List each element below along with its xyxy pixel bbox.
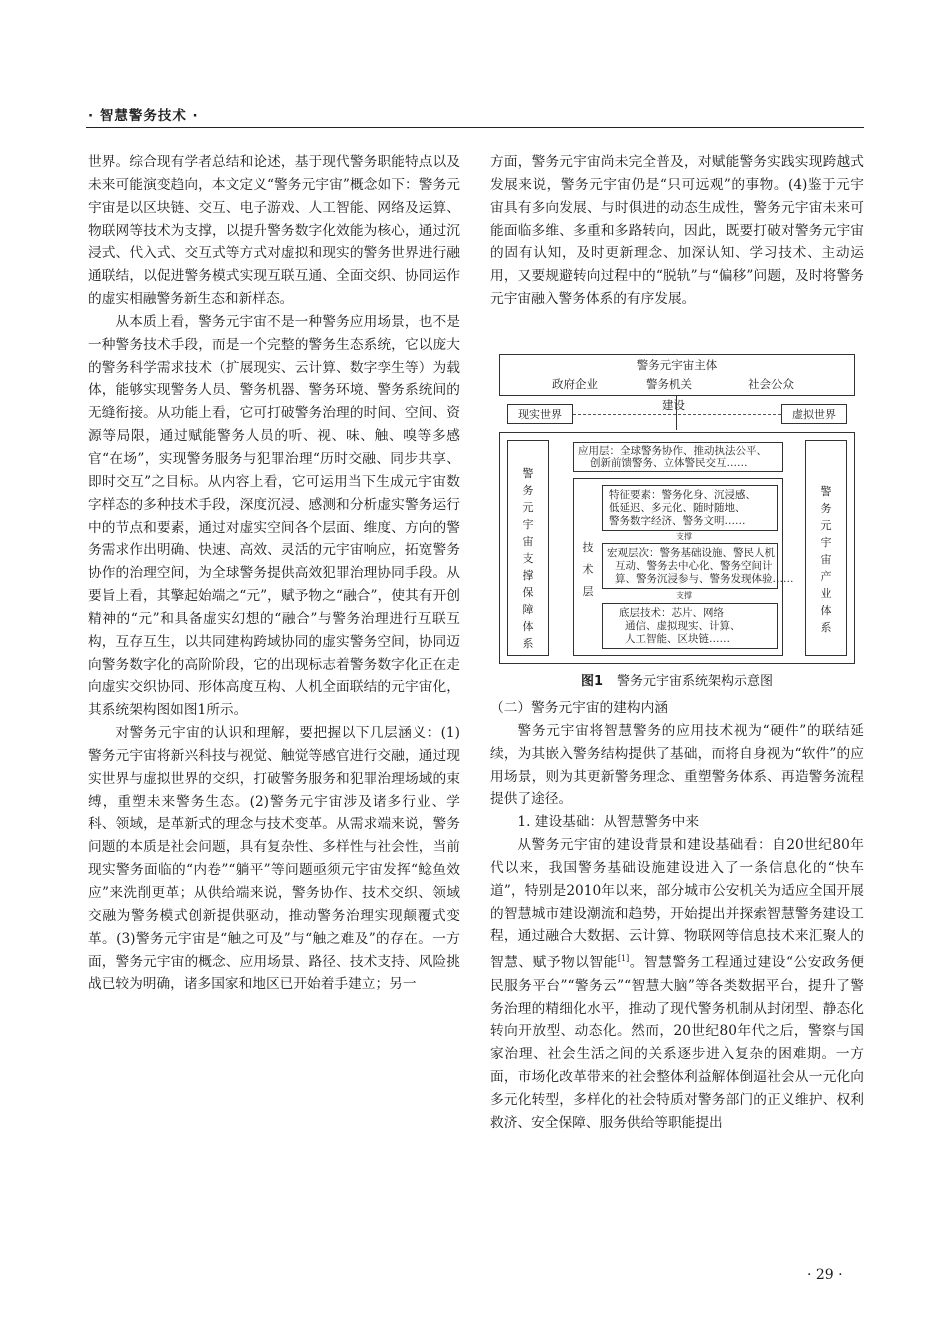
support-system-box: [507, 440, 549, 656]
section-heading: （二）警务元宇宙的建构内涵: [490, 700, 668, 716]
subject-government: 政府企业: [552, 377, 598, 391]
base-line2: 通信、虚拟现实、计算、: [625, 620, 741, 632]
virtual-world-box: [781, 404, 847, 424]
paragraph: [490, 834, 864, 1135]
macro-line2: 互动、警务去中心化、警务空间计: [615, 560, 773, 572]
paragraph-part: 。智慧警务工程通过建设“公安政务便民服务平台”“警务云”“智慧大脑”等各类数据平台，提升了警务治理的精细化水平，推动了现代警务机制从封闭型、静态化转向开放型、动态化。然而，20世纪80年代之后，警察与国家治理、社会生活之间的关系逐步进入复杂的困难期。一方面，市场化改革带来的社会整体利益解体倒逼社会从一元化向多元化转型，多样化的社会特质对警务部门的正义维护、权利救济、安全保障、服务供给等职能提出: [490, 954, 864, 1131]
real-world-label: 现实世界: [518, 408, 562, 421]
base-line3: 人工智能、区块链……: [625, 633, 730, 645]
application-layer-box: [573, 442, 783, 472]
technology-layer-label: 技术层: [582, 541, 594, 598]
running-header: · 智慧警务技术 ·: [88, 108, 199, 124]
paragraph-part: 从警务元宇宙的建设背景和建设基础看：自20世纪80年代以来，我国警务基础设施建设进入了一条信息化的“快车道”，特别是2010年以来，部分城市公安机关为适应全国开展的智慧城市建设潮流和趋势，开始提出并探索智慧警务建设工程，通过融合大数据、云计算、物联网等信息技术来汇聚人的智慧、赋予物以智能: [490, 837, 864, 971]
left-column: [88, 151, 460, 996]
figure-label: 图1: [580, 674, 604, 689]
base-line1: 底层技术：芯片、网络: [619, 607, 724, 619]
feature-line1: 特征要素：警务化身、沉浸感、: [609, 489, 756, 501]
subject-public: 社会公众: [748, 377, 794, 391]
application-layer-line1: 应用层：全球警务协作、推动执法公平、: [578, 445, 767, 457]
paragraph: 世界。综合现有学者总结和论述，基于现代警务职能特点以及未来可能演变趋向，本文定义“警务元宇宙”概念如下：警务元宇宙是以区块链、交互、电子游戏、人工智能、网络及运算、物联网等技术为支撑，以提升警务数字化效能为核心，通过沉浸式、代入式、交互式等方式对虚拟和现实的警务世界进行融通联结，以促进警务模式实现互联互通、全面交织、协同运作的虚实相融警务新生态和新样态。: [88, 154, 460, 308]
paragraph: 从本质上看，警务元宇宙不是一种警务应用场景，也不是一种警务技术手段，而是一个完整的警务生态系统，它以庞大的警务科学需求技术（扩展现实、云计算、数字孪生等）为载体，能够实现警务人员、警务机器、警务环境、警务系统间的无缝衔接。从功能上看，它可打破警务治理的时间、空间、资源等局限，通过赋能警务人员的听、视、味、触、嗅等多感官“在场”，实现警务服务与犯罪治理“历时交融、同步共享、即时交互”之目标。从内容上看，它可运用当下生成元宇宙数字样态的多种技术手段，深度沉浸、感测和分析虚实警务运行中的节点和要素，通过对虚实空间各个层面、维度、方向的警务需求作出明确、快速、高效、灵活的元宇宙响应，拓宽警务协作的治理空间，为全球警务提供高效犯罪治理协同手段。从要旨上看，其擎起始端之“元”，赋予物之“融合”，使其有开创精神的“元”和具备虚实幻想的“融合”与警务治理进行互联互构，互存互生，以共同建构跨域协同的虚实警务空间，协同迈向警务数字化的高阶阶段，它的出现标志着警务数字化正在走向虚实交织协同、形体高度互构、人机全面联结的元宇宙化，其系统架构图如图1所示。: [88, 313, 460, 719]
subsection-heading: 1. 建设基础：从智慧警务中来: [517, 814, 700, 831]
build-label: 建设: [662, 398, 685, 412]
support-arrow-1: 支撑: [676, 532, 692, 541]
industry-system-label: 警务元宇宙产业体系: [820, 485, 832, 634]
feature-line2: 低延迟、多元化、随时随地、: [609, 502, 746, 514]
application-layer-line2: 创新前馈警务、立体警民交互……: [590, 457, 748, 469]
right-column-lower: [490, 697, 864, 1135]
citation[interactable]: [1]: [617, 954, 630, 964]
macro-level-box: [602, 543, 794, 589]
header-rule: [86, 127, 864, 128]
subject-title: 警务元宇宙主体: [636, 358, 718, 372]
macro-line1: 宏观层次：警务基础设施、警民人机: [607, 547, 775, 559]
industry-system-box: [805, 440, 847, 656]
paragraph: 方面，警务元宇宙尚未完全普及，对赋能警务实践实现跨越式发展来说，警务元宇宙仍是“只可远观”的事物。(4)鉴于元宇宙具有多向发展、与时俱进的动态生成性，警务元宇宙未来可能面临多维、多重和多路转向，因此，既要打破对警务元宇宙的固有认知，及时更新理念、加深认知、学习技术、主动运用，又要规避转向过程中的“脱轨”与“偏移”问题，及时将警务元宇宙融入警务体系的有序发展。: [490, 154, 864, 308]
figure-caption-text: 警务元宇宙系统架构示意图: [617, 674, 774, 689]
world-dashed-line: [573, 414, 781, 415]
subject-box: [499, 354, 855, 396]
base-tech-box: [602, 603, 778, 649]
support-arrow-2: 支撑: [676, 591, 692, 600]
paragraph: 对警务元宇宙的认识和理解，要把握以下几层涵义：(1)警务元宇宙将新兴科技与视觉、触觉等感官进行交融，通过现实世界与虚拟世界的交织，打破警务服务和犯罪治理场域的束缚，重塑未来警务生态。(2)警务元宇宙涉及诸多行业、学科、领域，是革新式的理念与技术变革。从需求端来说，警务问题的本质是社会问题，具有复杂性、多样性与社会性，当前现实警务面临的“内卷”“躺平”等问题亟须元宇宙发挥“鲶鱼效应”来洗削更革；从供给端来说，警务协作、技术交织、领域交融为警务模式创新提供驱动，推动警务治理实现颠覆式变革。(3)警务元宇宙是“触之可及”与“触之难及”的存在。一方面，警务元宇宙的概念、应用场景、路径、技术支持、风险挑战已较为明确，诸多国家和地区已开始着手建立；另一: [88, 725, 460, 993]
paragraph: 警务元宇宙将智慧警务的应用技术视为“硬件”的联结延续，为其嵌入警务结构提供了基础，而将自身视为“软件”的应用场景，则为其更新警务理念、重塑警务体系、再造警务流程提供了途径。: [490, 722, 864, 808]
real-world-box: [507, 404, 573, 424]
macro-line3: 算、警务沉浸参与、警务发现体验……: [615, 573, 794, 585]
support-system-label: 警务元宇宙支撑保障体系: [522, 467, 534, 650]
figure-caption: [490, 670, 864, 689]
right-column: [490, 151, 864, 311]
feature-line3: 警务数字经济、警务文明……: [609, 515, 746, 527]
virtual-world-label: 虚拟世界: [792, 408, 836, 421]
build-arrow: [676, 396, 677, 430]
figure-system-architecture: [490, 352, 864, 664]
page-number: · 29 ·: [807, 1267, 843, 1283]
subject-police: 警务机关: [646, 377, 692, 391]
feature-elements-box: [602, 485, 778, 531]
technology-layer-box: [573, 478, 794, 656]
